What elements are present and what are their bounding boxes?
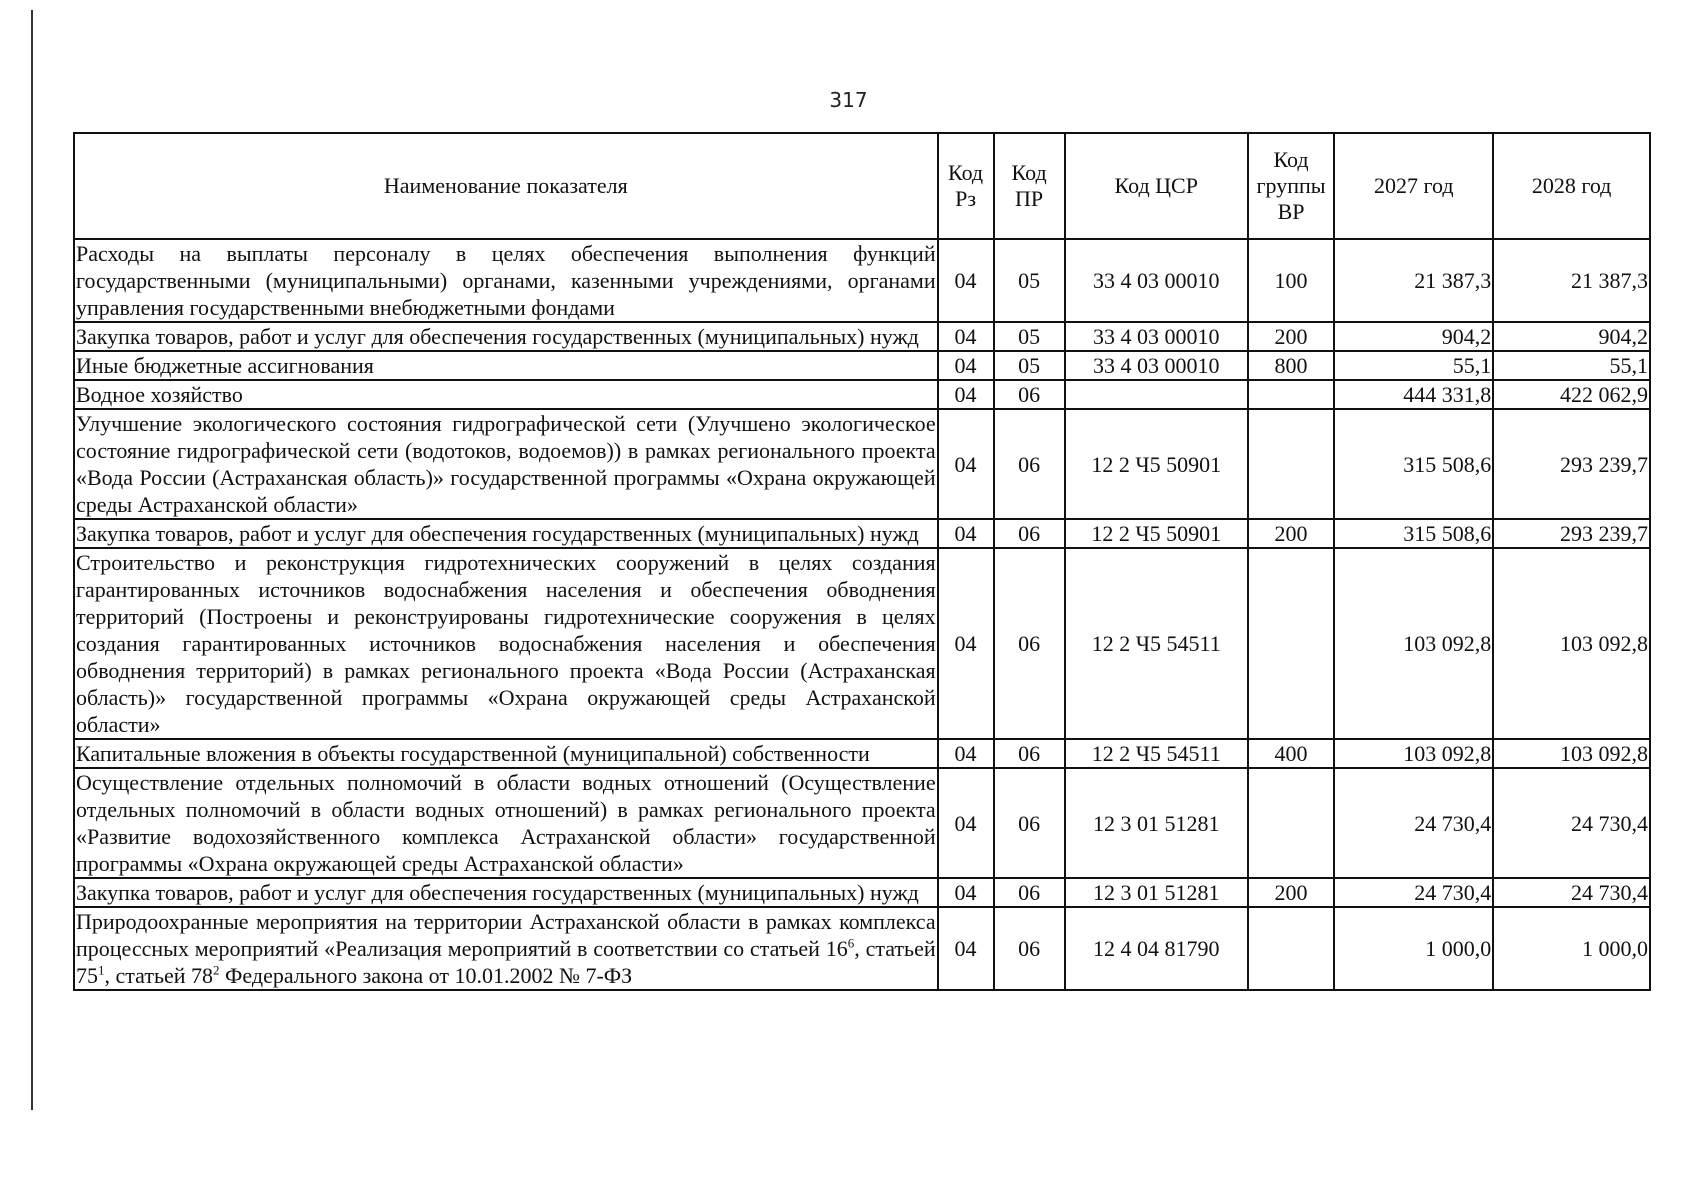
row-amount-2027: 904,2 (1334, 322, 1493, 351)
row-name: Иные бюджетные ассигнования (74, 351, 938, 380)
row-name: Водное хозяйство (74, 380, 938, 409)
row-rz: 04 (938, 322, 994, 351)
row-csr: 33 4 03 00010 (1065, 239, 1248, 322)
row-csr: 12 3 01 51281 (1065, 878, 1248, 907)
superscript: 2 (213, 962, 220, 978)
row-amount-2028: 55,1 (1493, 351, 1650, 380)
row-amount-2027: 444 331,8 (1334, 380, 1493, 409)
row-vr (1248, 768, 1335, 878)
row-name-part: Федерального закона от 10.01.2002 № 7-ФЗ (219, 963, 633, 988)
row-amount-2027: 103 092,8 (1334, 548, 1493, 739)
row-name: Закупка товаров, работ и услуг для обеспечения государственных (муниципальных) нужд (74, 519, 938, 548)
superscript: 1 (98, 962, 105, 978)
row-name-part: , статьей 78 (104, 963, 214, 988)
row-csr: 12 2 Ч5 50901 (1065, 409, 1248, 519)
row-pr: 06 (994, 739, 1065, 768)
row-csr: 33 4 03 00010 (1065, 322, 1248, 351)
row-amount-2027: 55,1 (1334, 351, 1493, 380)
row-name: Расходы на выплаты персоналу в целях обеспечения выполнения функций государственными (муниципальными) органами, казенными учреждениями, органами управления государственными внебюджетными фондами (76, 241, 936, 320)
superscript: 6 (847, 935, 855, 951)
row-rz: 04 (938, 548, 994, 739)
table-row (74, 739, 1650, 768)
row-csr: 12 2 Ч5 54511 (1065, 739, 1248, 768)
table-row (74, 380, 1650, 409)
row-name: Капитальные вложения в объекты государственной (муниципальной) собственности (74, 739, 938, 768)
row-name-part: Природоохранные мероприятия на территории Астраханской области в рамках комплекса процессных мероприятий «Реализация мероприятий в соответствии со статьей 16 (76, 909, 936, 961)
row-amount-2027: 24 730,4 (1334, 878, 1493, 907)
table-row (74, 548, 1650, 739)
row-rz: 04 (938, 768, 994, 878)
page-margin-line (31, 10, 33, 1110)
row-amount-2028: 293 239,7 (1493, 409, 1650, 519)
table-row (74, 409, 1650, 519)
row-vr (1248, 548, 1335, 739)
header-rz: Код Рз (938, 133, 994, 239)
row-pr: 05 (994, 322, 1065, 351)
row-pr: 06 (994, 519, 1065, 548)
row-amount-2028: 103 092,8 (1493, 548, 1650, 739)
row-rz: 04 (938, 907, 994, 990)
row-amount-2028: 24 730,4 (1493, 768, 1650, 878)
row-name: Закупка товаров, работ и услуг для обеспечения государственных (муниципальных) нужд (74, 878, 938, 907)
row-name (74, 907, 938, 990)
header-vr: Код группы ВР (1248, 133, 1335, 239)
row-pr: 05 (994, 351, 1065, 380)
row-rz: 04 (938, 380, 994, 409)
row-name: Улучшение экологического состояния гидрографической сети (Улучшено экологическое состояние гидрографической сети (водотоков, водоемов)) в рамках регионального проекта «Вода России (Астраханская область)» государственной программы «Охрана окружающей среды Астраханской области» (76, 411, 936, 517)
table-row (74, 768, 1650, 878)
row-name: Закупка товаров, работ и услуг для обеспечения государственных (муниципальных) нужд (74, 322, 938, 351)
budget-table (73, 132, 1651, 991)
page-number: 317 (829, 88, 868, 112)
row-amount-2028: 103 092,8 (1493, 739, 1650, 768)
row-vr: 200 (1248, 322, 1335, 351)
row-amount-2028: 24 730,4 (1493, 878, 1650, 907)
row-vr (1248, 409, 1335, 519)
row-vr (1248, 380, 1335, 409)
row-amount-2027: 21 387,3 (1334, 239, 1493, 322)
row-rz: 04 (938, 239, 994, 322)
row-vr: 100 (1248, 239, 1335, 322)
header-name: Наименование показателя (74, 133, 938, 239)
row-amount-2028: 21 387,3 (1493, 239, 1650, 322)
row-csr: 33 4 03 00010 (1065, 351, 1248, 380)
table-row (74, 239, 1650, 322)
row-name: Строительство и реконструкция гидротехнических сооружений в целях создания гарантированных источников водоснабжения населения и обеспечения обводнения территорий (Построены и реконструированы гидротехнические сооружения в целях создания гарантированных источников водоснабжения населения и обеспечения обводнения территорий) в рамках регионального проекта «Вода России (Астраханская область)» государственной программы «Охрана окружающей среды Астраханской области» (76, 550, 936, 737)
table-row (74, 519, 1650, 548)
row-amount-2027: 24 730,4 (1334, 768, 1493, 878)
table-row (74, 878, 1650, 907)
row-vr: 400 (1248, 739, 1335, 768)
row-csr (1065, 380, 1248, 409)
row-pr: 06 (994, 548, 1065, 739)
row-csr: 12 3 01 51281 (1065, 768, 1248, 878)
header-pr: Код ПР (994, 133, 1065, 239)
row-rz: 04 (938, 739, 994, 768)
row-csr: 12 2 Ч5 54511 (1065, 548, 1248, 739)
row-amount-2028: 293 239,7 (1493, 519, 1650, 548)
row-amount-2028: 1 000,0 (1493, 907, 1650, 990)
row-pr: 06 (994, 878, 1065, 907)
table-row (74, 351, 1650, 380)
row-amount-2027: 103 092,8 (1334, 739, 1493, 768)
row-amount-2028: 422 062,9 (1493, 380, 1650, 409)
row-pr: 05 (994, 239, 1065, 322)
row-rz: 04 (938, 878, 994, 907)
header-year-2027: 2027 год (1334, 133, 1493, 239)
row-amount-2027: 315 508,6 (1334, 409, 1493, 519)
row-amount-2028: 904,2 (1493, 322, 1650, 351)
table-row (74, 907, 1650, 990)
row-vr (1248, 907, 1335, 990)
row-pr: 06 (994, 768, 1065, 878)
row-rz: 04 (938, 351, 994, 380)
header-csr: Код ЦСР (1065, 133, 1248, 239)
header-year-2028: 2028 год (1493, 133, 1650, 239)
table-header-row (74, 133, 1650, 239)
row-amount-2027: 315 508,6 (1334, 519, 1493, 548)
row-pr: 06 (994, 409, 1065, 519)
row-rz: 04 (938, 519, 994, 548)
row-csr: 12 2 Ч5 50901 (1065, 519, 1248, 548)
row-vr: 200 (1248, 878, 1335, 907)
row-amount-2027: 1 000,0 (1334, 907, 1493, 990)
row-rz: 04 (938, 409, 994, 519)
row-pr: 06 (994, 380, 1065, 409)
row-name-part: , статьей 75 (76, 936, 936, 988)
table-row (74, 322, 1650, 351)
row-vr: 200 (1248, 519, 1335, 548)
row-vr: 800 (1248, 351, 1335, 380)
row-name: Осуществление отдельных полномочий в области водных отношений (Осуществление отдельных полномочий в области водных отношений) в рамках регионального проекта «Развитие водохозяйственного комплекса Астраханской области» государственной программы «Охрана окружающей среды Астраханской области» (76, 770, 936, 876)
row-csr: 12 4 04 81790 (1065, 907, 1248, 990)
row-pr: 06 (994, 907, 1065, 990)
